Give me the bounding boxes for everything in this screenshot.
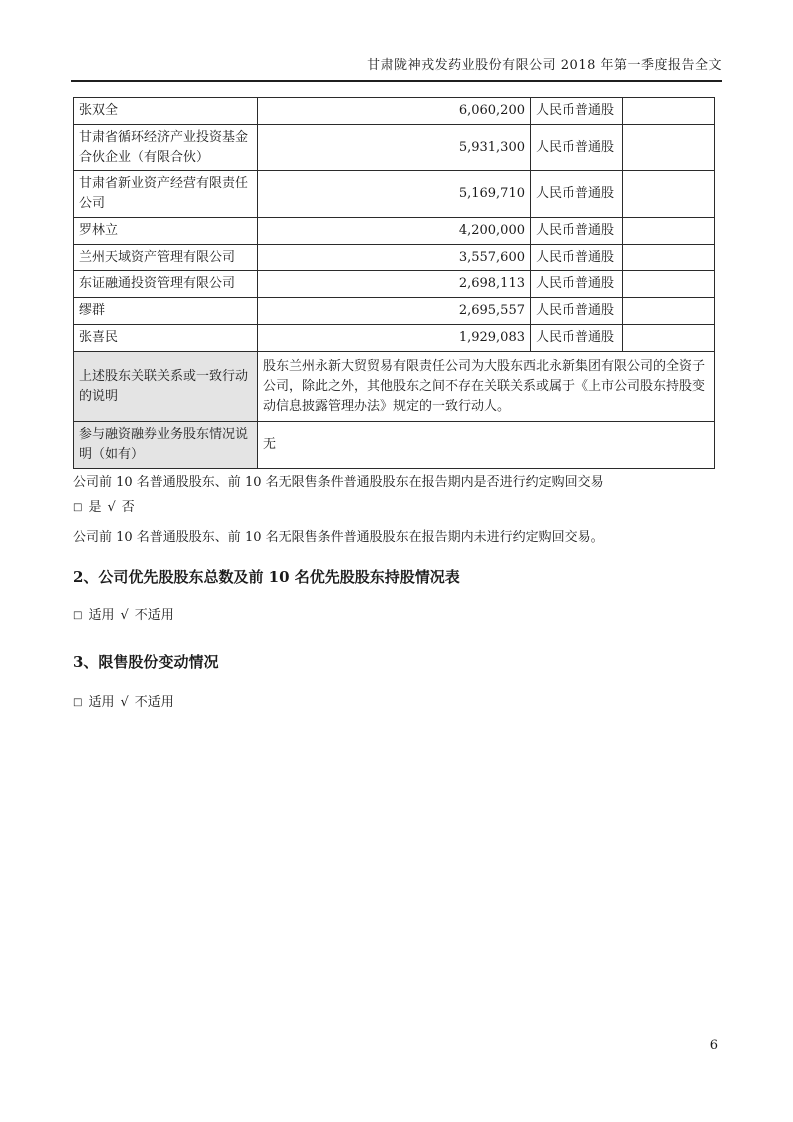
share-count: 5,931,300 <box>258 125 531 171</box>
shareholders-table <box>73 97 715 469</box>
empty-cell <box>623 298 715 325</box>
repurchase-statement: 公司前 10 名普通股股东、前 10 名无限售条件普通股股东在报告期内未进行约定购回交易。 <box>73 530 604 545</box>
empty-cell <box>623 271 715 298</box>
applicable-line-section2 <box>73 606 723 627</box>
share-count: 4,200,000 <box>258 218 531 245</box>
share-type: 人民币普通股 <box>531 325 623 352</box>
share-type: 人民币普通股 <box>531 218 623 245</box>
page-number: 6 <box>709 1038 718 1053</box>
checkbox-unchecked-icon: □ <box>73 610 83 621</box>
table-row <box>74 352 715 422</box>
share-type: 人民币普通股 <box>531 271 623 298</box>
share-type: 人民币普通股 <box>531 245 623 271</box>
page-header <box>71 54 722 82</box>
table-row <box>74 422 715 469</box>
share-count: 3,557,600 <box>258 245 531 271</box>
share-type: 人民币普通股 <box>531 98 623 125</box>
shareholder-name: 兰州天域资产管理有限公司 <box>74 245 258 271</box>
share-type: 人民币普通股 <box>531 171 623 218</box>
table-row <box>74 171 715 218</box>
shareholder-name: 张喜民 <box>74 325 258 352</box>
no-label: 否 <box>121 500 135 515</box>
table-row <box>74 271 715 298</box>
table-row <box>74 325 715 352</box>
share-count: 6,060,200 <box>258 98 531 125</box>
shareholder-name: 甘肃省新业资产经营有限责任公司 <box>74 171 258 218</box>
shareholder-name: 罗林立 <box>74 218 258 245</box>
empty-cell <box>623 218 715 245</box>
table-row <box>74 245 715 271</box>
empty-cell <box>623 325 715 352</box>
checkmark-icon: √ <box>107 500 116 515</box>
share-count: 2,695,557 <box>258 298 531 325</box>
empty-cell <box>623 125 715 171</box>
shareholder-name: 缪群 <box>74 298 258 325</box>
repurchase-question: 公司前 10 名普通股股东、前 10 名无限售条件普通股股东在报告期内是否进行约定购回交易 <box>73 475 604 490</box>
shareholder-name: 甘肃省循环经济产业投资基金合伙企业（有限合伙） <box>74 125 258 171</box>
note-content: 股东兰州永新大贸贸易有限责任公司为大股东西北永新集团有限公司的全资子公司，除此之外，其他股东之间不存在关联关系或属于《上市公司股东持股变动信息披露管理办法》规定的一致行动人。 <box>258 352 715 422</box>
table-row <box>74 218 715 245</box>
checkbox-unchecked-icon: □ <box>73 502 83 513</box>
note-label: 参与融资融券业务股东情况说明（如有） <box>74 422 258 469</box>
share-count: 2,698,113 <box>258 271 531 298</box>
yes-no-line <box>73 498 723 519</box>
note-content: 无 <box>258 422 715 469</box>
report-title: 甘肃陇神戎发药业股份有限公司 2018 年第一季度报告全文 <box>367 58 722 73</box>
section-2-heading: 2、公司优先股股东总数及前 10 名优先股股东持股情况表 <box>73 568 460 586</box>
share-type: 人民币普通股 <box>531 298 623 325</box>
section-3-heading: 3、限售股份变动情况 <box>73 653 219 671</box>
checkmark-icon: √ <box>120 608 129 623</box>
note-label: 上述股东关联关系或一致行动的说明 <box>74 352 258 422</box>
empty-cell <box>623 171 715 218</box>
yes-label: 是 <box>88 500 102 515</box>
share-count: 5,169,710 <box>258 171 531 218</box>
applicable-line-section3 <box>73 693 723 714</box>
body-text <box>73 470 723 714</box>
table-row <box>74 125 715 171</box>
applicable-label: 适用 <box>88 695 115 710</box>
table-row <box>74 98 715 125</box>
empty-cell <box>623 98 715 125</box>
not-applicable-label: 不适用 <box>134 608 174 623</box>
checkmark-icon: √ <box>120 695 129 710</box>
share-count: 1,929,083 <box>258 325 531 352</box>
applicable-label: 适用 <box>88 608 115 623</box>
empty-cell <box>623 245 715 271</box>
shareholder-name: 张双全 <box>74 98 258 125</box>
share-type: 人民币普通股 <box>531 125 623 171</box>
shareholder-name: 东证融通投资管理有限公司 <box>74 271 258 298</box>
not-applicable-label: 不适用 <box>134 695 174 710</box>
checkbox-unchecked-icon: □ <box>73 697 83 708</box>
table-row <box>74 298 715 325</box>
